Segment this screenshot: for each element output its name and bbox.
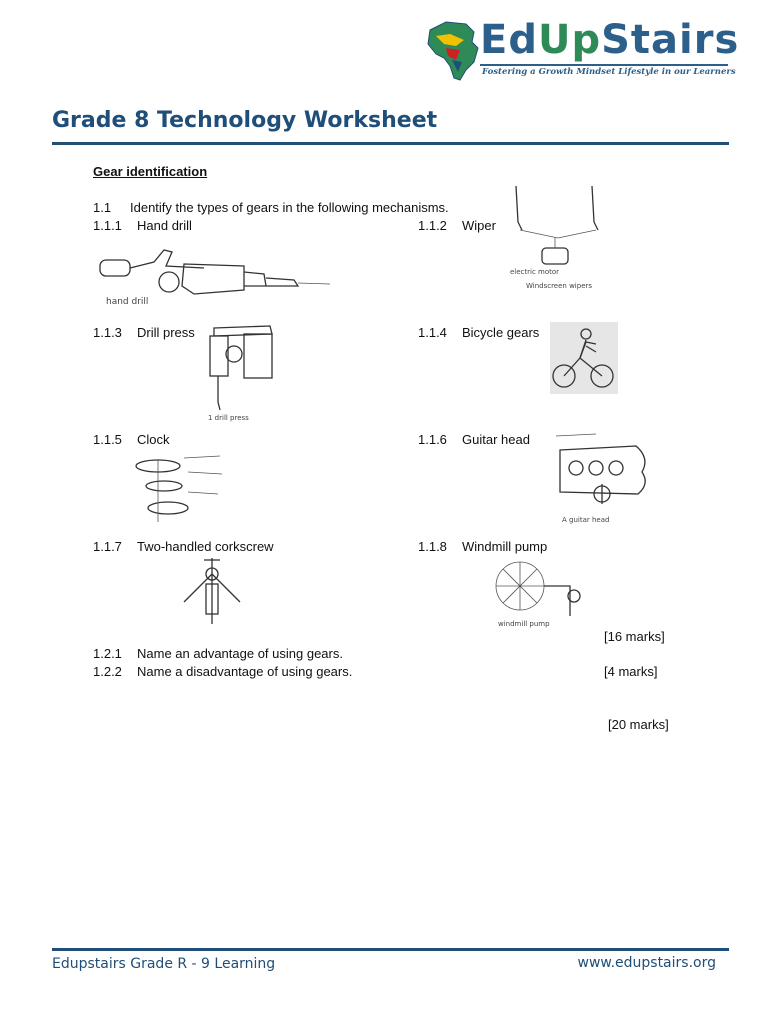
question-number: 1.2.1 xyxy=(93,646,122,661)
marks-1-2: [4 marks] xyxy=(604,664,658,679)
marks-1-1: [16 marks] xyxy=(604,629,665,644)
item-1-1-7 xyxy=(93,539,274,555)
title-divider xyxy=(52,142,729,145)
item-1-1-3 xyxy=(93,325,195,341)
item-number: 1.1.8 xyxy=(418,539,447,554)
guitar-head-image xyxy=(546,428,658,526)
item-number: 1.1.1 xyxy=(93,218,122,233)
question-1-2-2 xyxy=(93,664,352,680)
item-label: Hand drill xyxy=(137,218,192,233)
item-number: 1.1.2 xyxy=(418,218,447,233)
corkscrew-image xyxy=(176,554,248,628)
question-1-1 xyxy=(93,200,449,216)
item-label: Windmill pump xyxy=(462,539,548,554)
item-label: Clock xyxy=(137,432,170,447)
drill-press-caption: 1 drill press xyxy=(208,414,249,422)
wiper-caption: Windscreen wipers xyxy=(526,282,593,290)
item-1-1-4 xyxy=(418,325,539,341)
item-number: 1.1.6 xyxy=(418,432,447,447)
total-marks: [20 marks] xyxy=(608,717,669,732)
question-1-2-1 xyxy=(93,646,343,662)
question-text: Name an advantage of using gears. xyxy=(137,646,343,661)
brand-wordmark: EdUpStairs xyxy=(480,17,740,63)
footer-left-text: Edupstairs Grade R - 9 Learning xyxy=(52,956,276,972)
footer-divider xyxy=(52,948,729,951)
question-text: Name a disadvantage of using gears. xyxy=(137,664,353,679)
item-label: Bicycle gears xyxy=(462,325,540,340)
item-label: Drill press xyxy=(137,325,195,340)
item-1-1-6 xyxy=(418,432,530,448)
item-1-1-1 xyxy=(93,218,192,234)
brand-underline xyxy=(480,64,728,66)
bicycle-image xyxy=(550,322,618,394)
item-1-1-8 xyxy=(418,539,547,555)
item-number: 1.1.5 xyxy=(93,432,122,447)
wiper-image xyxy=(508,182,616,292)
item-number: 1.1.7 xyxy=(93,539,122,554)
question-text: Identify the types of gears in the following mechanisms. xyxy=(130,200,449,215)
windmill-pump-caption: windmill pump xyxy=(498,620,550,628)
item-label: Wiper xyxy=(462,218,496,233)
hand-drill-image xyxy=(94,238,334,310)
footer-website-link[interactable]: www.edupstairs.org xyxy=(577,955,716,971)
hand-drill-caption: hand drill xyxy=(106,297,149,307)
item-1-1-5 xyxy=(93,432,170,448)
question-number: 1.2.2 xyxy=(93,664,122,679)
section-heading: Gear identification xyxy=(93,164,208,179)
windmill-pump-image xyxy=(490,556,590,630)
question-number: 1.1 xyxy=(93,200,112,215)
item-label: Two-handled corkscrew xyxy=(137,539,274,554)
drill-press-image xyxy=(204,320,280,424)
clock-image xyxy=(128,448,228,528)
brand-tagline: Fostering a Growth Mindset Lifestyle in our Learners xyxy=(482,67,736,77)
wiper-motor-caption: electric motor xyxy=(510,268,560,276)
item-number: 1.1.4 xyxy=(418,325,447,340)
item-label: Guitar head xyxy=(462,432,530,447)
item-1-1-2 xyxy=(418,218,496,234)
guitar-head-caption: A guitar head xyxy=(562,516,610,524)
item-number: 1.1.3 xyxy=(93,325,122,340)
page-title: Grade 8 Technology Worksheet xyxy=(52,108,438,133)
